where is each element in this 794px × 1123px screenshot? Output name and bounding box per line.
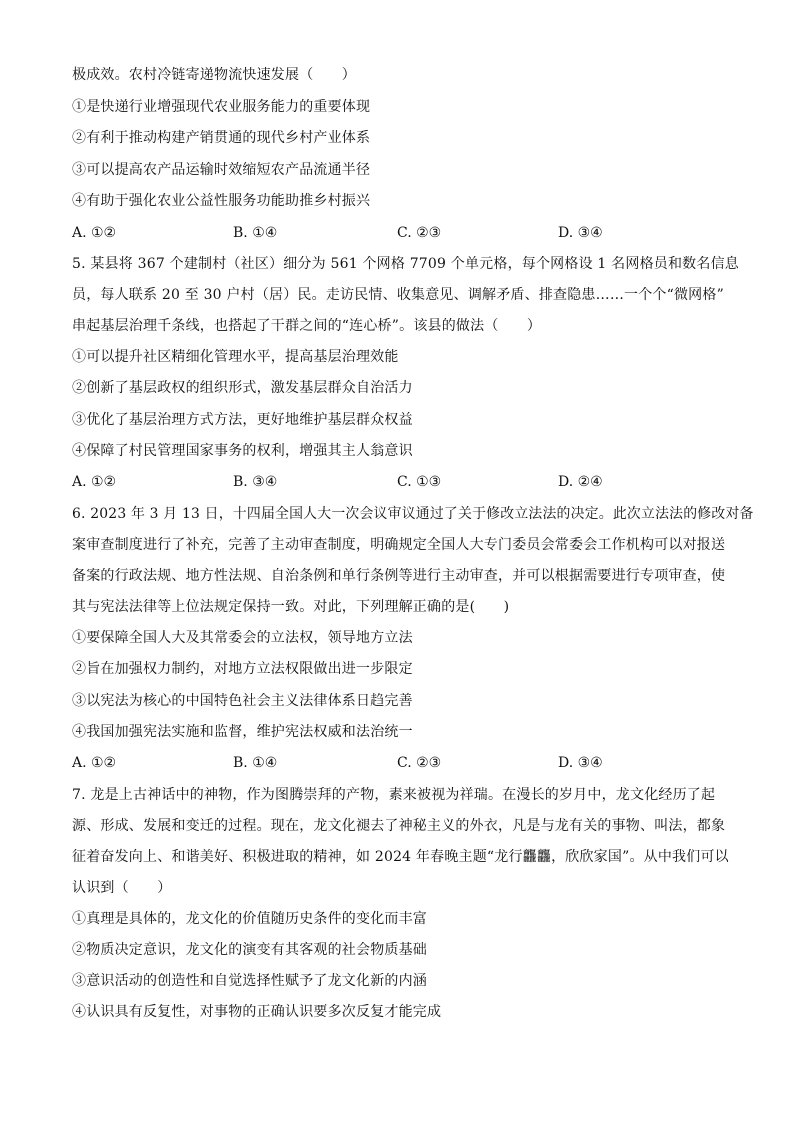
q7-stem-line-1: 7. 龙是上古神话中的神物，作为图腾崇拜的产物，素来被视为祥瑞。在漫长的岁月中，龙文化经历了起 <box>72 787 716 803</box>
q6-statement-3: ③以宪法为核心的中国特色社会主义法律体系日趋完善 <box>72 693 413 709</box>
q6-option-c: C. ②③ <box>397 755 442 771</box>
q5-option-a: A. ①② <box>72 474 117 490</box>
q7-stem-line-2: 源、形成、发展和变迁的过程。现在，龙文化褪去了神秘主义的外衣，凡是与龙有关的事物、叫法，都象 <box>72 818 726 834</box>
q5-statement-2: ②创新了基层政权的组织形式，激发基层群众自治活力 <box>72 380 413 396</box>
q6-stem-line-4: 其与宪法法律等上位法规定保持一致。对此，下列理解正确的是( ) <box>72 599 510 615</box>
q5-stem-line-3: 串起基层治理千条线，也搭起了干群之间的“连心桥”。该县的做法（ ） <box>72 318 542 334</box>
q7-stem-line-4: 认识到（ ） <box>72 880 172 896</box>
q7-statement-2: ②物质决定意识，龙文化的演变有其客观的社会物质基础 <box>72 942 427 958</box>
q4-option-b: B. ①④ <box>233 225 278 241</box>
q6-option-a: A. ①② <box>72 755 117 771</box>
q5-statement-4: ④保障了村民管理国家事务的权利，增强其主人翁意识 <box>72 443 413 459</box>
q6-statement-1: ①要保障全国人大及其常委会的立法权，领导地方立法 <box>72 630 413 646</box>
q6-stem-line-3: 备案的行政法规、地方性法规、自治条例和单行条例等进行主动审查，并可以根据需要进行专项审查，使 <box>72 568 726 584</box>
q7-statement-3: ③意识活动的创造性和自觉选择性赋予了龙文化新的内涵 <box>72 973 427 989</box>
q4-statement-4: ④有助于强化农业公益性服务功能助推乡村振兴 <box>72 193 371 209</box>
q4-statement-2: ②有利于推动构建产销贯通的现代乡村产业体系 <box>72 130 371 146</box>
q4-statement-1: ①是快递行业增强现代农业服务能力的重要体现 <box>72 99 371 115</box>
q5-option-c: C. ①③ <box>397 474 442 490</box>
q5-stem-line-2: 员，每人联系 20 至 30 户村（居）民。走访民情、收集意见、调解矛盾、排查隐患……一个个“微网格” <box>72 287 724 303</box>
q6-option-b: B. ①④ <box>233 755 278 771</box>
q5-statement-3: ③优化了基层治理方式方法，更好地维护基层群众权益 <box>72 412 413 428</box>
q5-option-b: B. ③④ <box>233 474 278 490</box>
q4-option-a: A. ①② <box>72 225 117 241</box>
q6-stem-line-1: 6. 2023 年 3 月 13 日，十四届全国人大一次会议审议通过了关于修改立法法的决定。此次立法法的修改对备 <box>72 506 754 522</box>
q4-stem-tail: 极成效。农村冷链寄递物流快速发展（ ） <box>72 67 356 83</box>
q7-stem-line-3: 征着奋发向上、和谐美好、积极进取的精神，如 2024 年春晚主题“龙行龘龘，欣欣家国”。从中我们可以 <box>72 849 729 865</box>
q4-statement-3: ③可以提高农产品运输时效缩短农产品流通半径 <box>72 162 371 178</box>
q4-option-c: C. ②③ <box>397 225 442 241</box>
q6-option-d: D. ③④ <box>558 755 603 771</box>
q4-option-d: D. ③④ <box>558 225 603 241</box>
q5-option-d: D. ②④ <box>558 474 603 490</box>
q6-statement-2: ②旨在加强权力制约，对地方立法权限做出进一步限定 <box>72 661 413 677</box>
q6-statement-4: ④我国加强宪法实施和监督，维护宪法权威和法治统一 <box>72 724 413 740</box>
q5-statement-1: ①可以提升社区精细化管理水平，提高基层治理效能 <box>72 349 399 365</box>
q7-statement-4: ④认识具有反复性，对事物的正确认识要多次反复才能完成 <box>72 1004 442 1020</box>
q5-stem-line-1: 5. 某县将 367 个建制村（社区）细分为 561 个网格 7709 个单元格，每个网格设 1 名网格员和数名信息 <box>72 256 739 272</box>
q7-statement-1: ①真理是具体的，龙文化的价值随历史条件的变化而丰富 <box>72 911 427 927</box>
q6-stem-line-2: 案审查制度进行了补充，完善了主动审查制度，明确规定全国人大专门委员会常委会工作机构可以对报送 <box>72 537 726 553</box>
